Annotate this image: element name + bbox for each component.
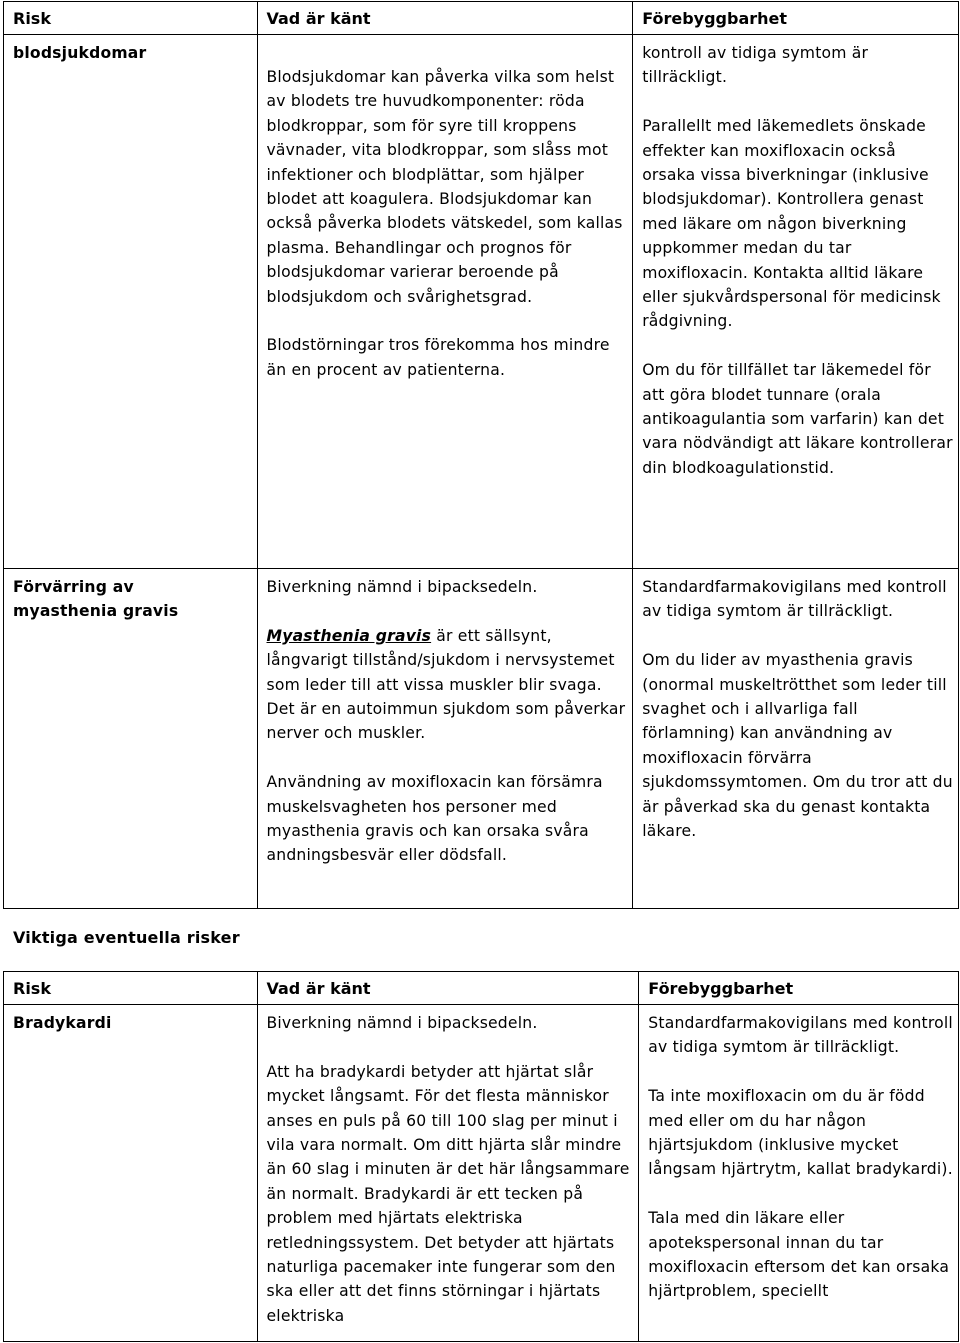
section-title: Viktiga eventuella risker — [13, 928, 240, 947]
known-paragraph: Att ha bradykardi betyder att hjärtat slår mycket långsamt. För det flesta människor anses en puls på 60 till 100 slag per minut i vila vara normalt. Om ditt hjärta slår mindre än 60 slag i minuten är det här långsammare än normalt. Bradykardi är ett tecken på problem med hjärtats elektriska retledningssystem. Det betyder att hjärtats naturliga pacemaker inte fungerar som den ska eller att det finns störningar i hjärtats elektriska — [266, 1062, 630, 1325]
known-paragraph: Blodstörningar tros förekomma hos mindre än en procent av patienterna. — [266, 336, 610, 379]
risk-cell — [4, 569, 258, 909]
table-header-row — [4, 2, 959, 35]
risk-table-1 — [3, 1, 959, 909]
header-risk: Risk — [4, 2, 258, 35]
known-paragraph: Biverkning nämnd i bipacksedeln. — [266, 1014, 538, 1032]
prevention-paragraph: Parallellt med läkemedlets önskade effekter kan moxifloxacin också orsaka vissa biverkningar (inklusive blodsjukdomar). Kontrollera genast med läkare om någon biverkning uppkommer medan du tar moxifloxacin. Kontakta alltid läkare eller sjukvårdspersonal för medicinsk rådgivning. — [642, 117, 941, 331]
prevention-paragraph: Standardfarmakovigilans med kontroll av tidiga symtom är tillräckligt. — [642, 578, 947, 621]
known-paragraph: Biverkning nämnd i bipacksedeln. — [266, 578, 538, 596]
table-row — [4, 35, 959, 569]
known-paragraph: Användning av moxifloxacin kan försämra muskelsvagheten hos personer med myasthenia gravis och kan orsaka svåra andningsbesvär eller dödsfall. — [266, 773, 603, 865]
risk-name: blodsjukdomar — [13, 44, 147, 62]
prevention-paragraph: Ta inte moxifloxacin om du är född med eller om du har någon hjärtsjukdom (inklusive mycket långsam hjärtrytm, kallat bradykardi). — [648, 1087, 953, 1179]
prevention-paragraph: Standardfarmakovigilans med kontroll av tidiga symtom är tillräckligt. — [648, 1014, 953, 1057]
prevention-paragraph: Om du för tillfället tar läkemedel för att göra blodet tunnare (orala antikoagulantia som varfarin) kan det vara nödvändigt att läkare kontrollerar din blodkoagulationstid. — [642, 361, 953, 477]
header-prevention: Förebyggbarhet — [639, 972, 959, 1005]
header-known: Vad är känt — [257, 972, 639, 1005]
table-header-row — [4, 972, 959, 1005]
known-cell — [257, 1005, 639, 1342]
table-row — [4, 569, 959, 909]
prevention-cell — [633, 569, 959, 909]
prevention-paragraph: kontroll av tidiga symtom är tillräckligt. — [642, 44, 869, 87]
myasthenia-gravis-link[interactable]: Myasthenia gravis — [266, 626, 432, 645]
prevention-paragraph: Tala med din läkare eller apotekspersonal innan du tar moxifloxacin eftersom det kan orsaka hjärtproblem, speciellt — [648, 1209, 950, 1301]
known-paragraph — [267, 624, 633, 746]
prevention-paragraph: Om du lider av myasthenia gravis (onormal muskeltrötthet som leder till svaghet och i allvarliga fall förlamning) kan användning av moxifloxacin förvärra sjukdomssymtomen. Om du tror att du är påverkad ska du genast kontakta läkare. — [642, 651, 953, 841]
table-row — [4, 1005, 959, 1342]
risk-table-2 — [3, 971, 959, 1342]
known-cell — [257, 35, 633, 569]
risk-name: Bradykardi — [13, 1014, 112, 1032]
known-cell — [257, 569, 633, 909]
risk-cell — [4, 35, 258, 569]
header-known: Vad är känt — [257, 2, 633, 35]
risk-cell — [4, 1005, 258, 1342]
prevention-cell — [633, 35, 959, 569]
header-prevention: Förebyggbarhet — [633, 2, 959, 35]
known-text: är ett sällsynt, långvarigt tillstånd/sjukdom i nervsystemet som leder till att vissa muskler blir svaga. Det är en autoimmun sjukdom som påverkar nerver och muskler. — [266, 626, 626, 743]
known-paragraph: Blodsjukdomar kan påverka vilka som helst av blodets tre huvudkomponenter: röda blodkroppar, som för syre till kroppens vävnader, vita blodkroppar, som slåss mot infektioner och blodplättar, som hjälper blodet att koagulera. Blodsjukdomar kan också påverka blodets vätskedel, som kallas plasma. Behandlingar och prognos för blodsjukdomar varierar beroende på blodsjukdom och svårighetsgrad. — [266, 68, 623, 306]
prevention-cell — [639, 1005, 959, 1342]
risk-name: Förvärring av myasthenia gravis — [13, 578, 179, 621]
header-risk: Risk — [4, 972, 258, 1005]
